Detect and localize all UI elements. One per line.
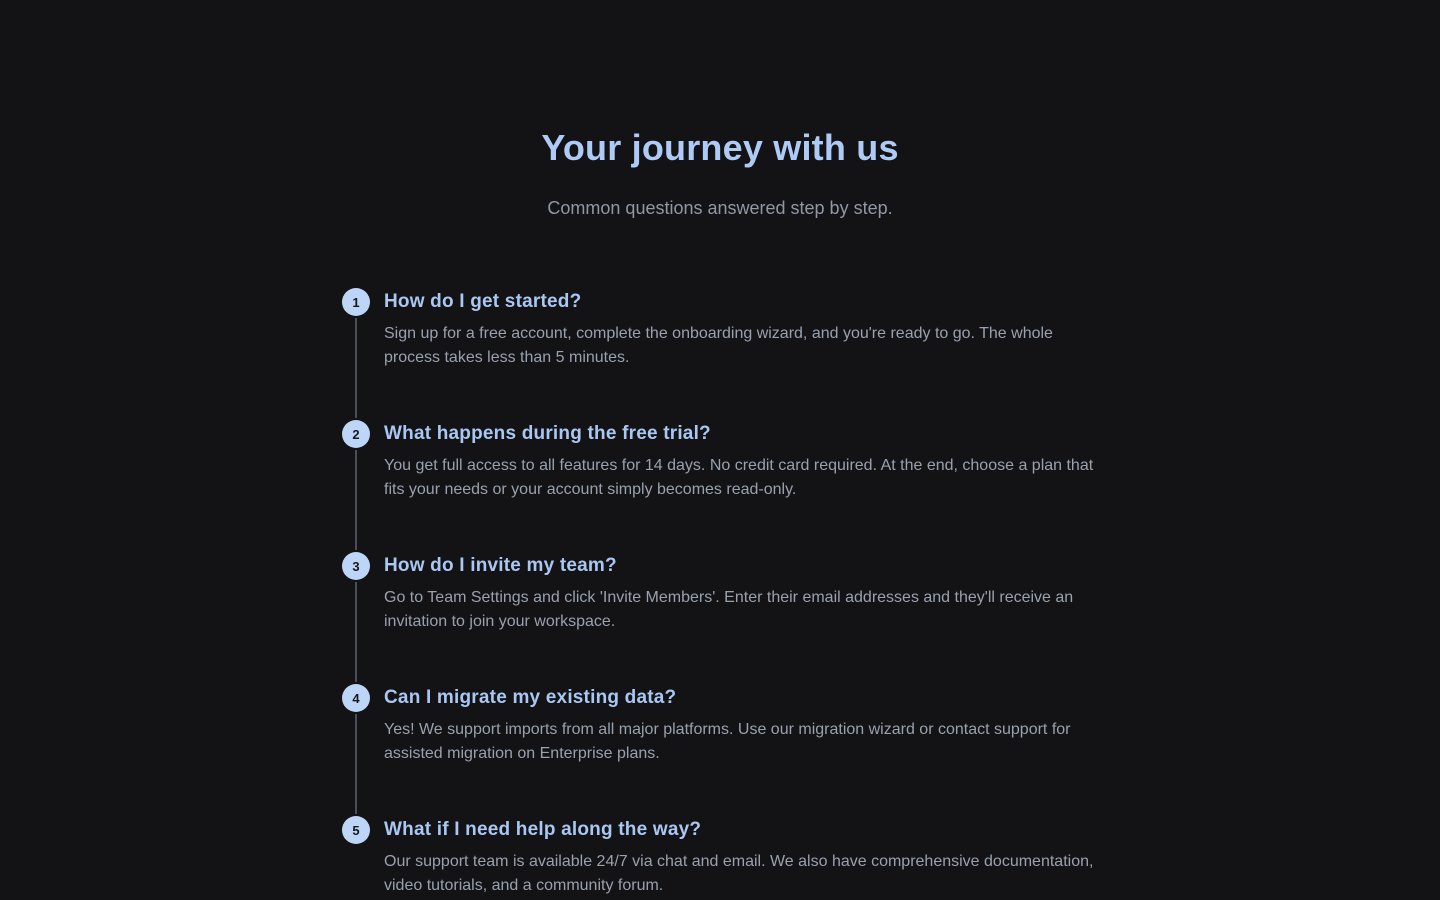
timeline-content bbox=[384, 552, 1098, 634]
page-subtitle: Common questions answered step by step. bbox=[547, 198, 893, 218]
faq-answer: Go to Team Settings and click 'Invite Members'. Enter their email addresses and they'll receive an invitation to join your workspace. bbox=[384, 589, 1074, 630]
faq-question: What if I need help along the way? bbox=[384, 819, 702, 840]
step-number-badge: 3 bbox=[342, 552, 370, 580]
timeline-marker bbox=[342, 288, 370, 420]
timeline-content bbox=[384, 816, 1098, 898]
step-number-badge: 2 bbox=[342, 420, 370, 448]
step-number-badge: 1 bbox=[342, 288, 370, 316]
timeline-content bbox=[384, 684, 1098, 766]
timeline-item-5 bbox=[342, 816, 1098, 900]
timeline-content bbox=[384, 288, 1098, 370]
timeline-connector bbox=[355, 318, 357, 418]
faq-question: Can I migrate my existing data? bbox=[384, 687, 677, 708]
faq-answer: Yes! We support imports from all major platforms. Use our migration wizard or contact support for assisted migration on Enterprise plans. bbox=[384, 721, 1071, 762]
step-number-badge: 5 bbox=[342, 816, 370, 844]
timeline-marker bbox=[342, 420, 370, 552]
faq-question: How do I get started? bbox=[384, 291, 582, 312]
timeline-content bbox=[384, 420, 1098, 502]
timeline-marker bbox=[342, 816, 370, 900]
timeline-item-1 bbox=[342, 288, 1098, 420]
timeline-item-2 bbox=[342, 420, 1098, 552]
faq-question: How do I invite my team? bbox=[384, 555, 617, 576]
timeline-item-3 bbox=[342, 552, 1098, 684]
page-title: Your journey with us bbox=[541, 127, 899, 168]
timeline-marker bbox=[342, 684, 370, 816]
timeline-marker bbox=[342, 552, 370, 684]
timeline-connector bbox=[355, 582, 357, 682]
timeline-item-4 bbox=[342, 684, 1098, 816]
faq-section bbox=[342, 0, 1098, 900]
timeline-connector bbox=[355, 450, 357, 550]
faq-answer: Our support team is available 24/7 via chat and email. We also have comprehensive documentation, video tutorials, and a community forum. bbox=[384, 853, 1094, 894]
faq-question: What happens during the free trial? bbox=[384, 423, 711, 444]
timeline-connector bbox=[355, 714, 357, 814]
faq-answer: You get full access to all features for 14 days. No credit card required. At the end, choose a plan that fits your needs or your account simply becomes read-only. bbox=[384, 457, 1094, 498]
faq-answer: Sign up for a free account, complete the onboarding wizard, and you're ready to go. The whole process takes less than 5 minutes. bbox=[384, 325, 1053, 366]
step-number-badge: 4 bbox=[342, 684, 370, 712]
journey-timeline bbox=[342, 288, 1098, 900]
